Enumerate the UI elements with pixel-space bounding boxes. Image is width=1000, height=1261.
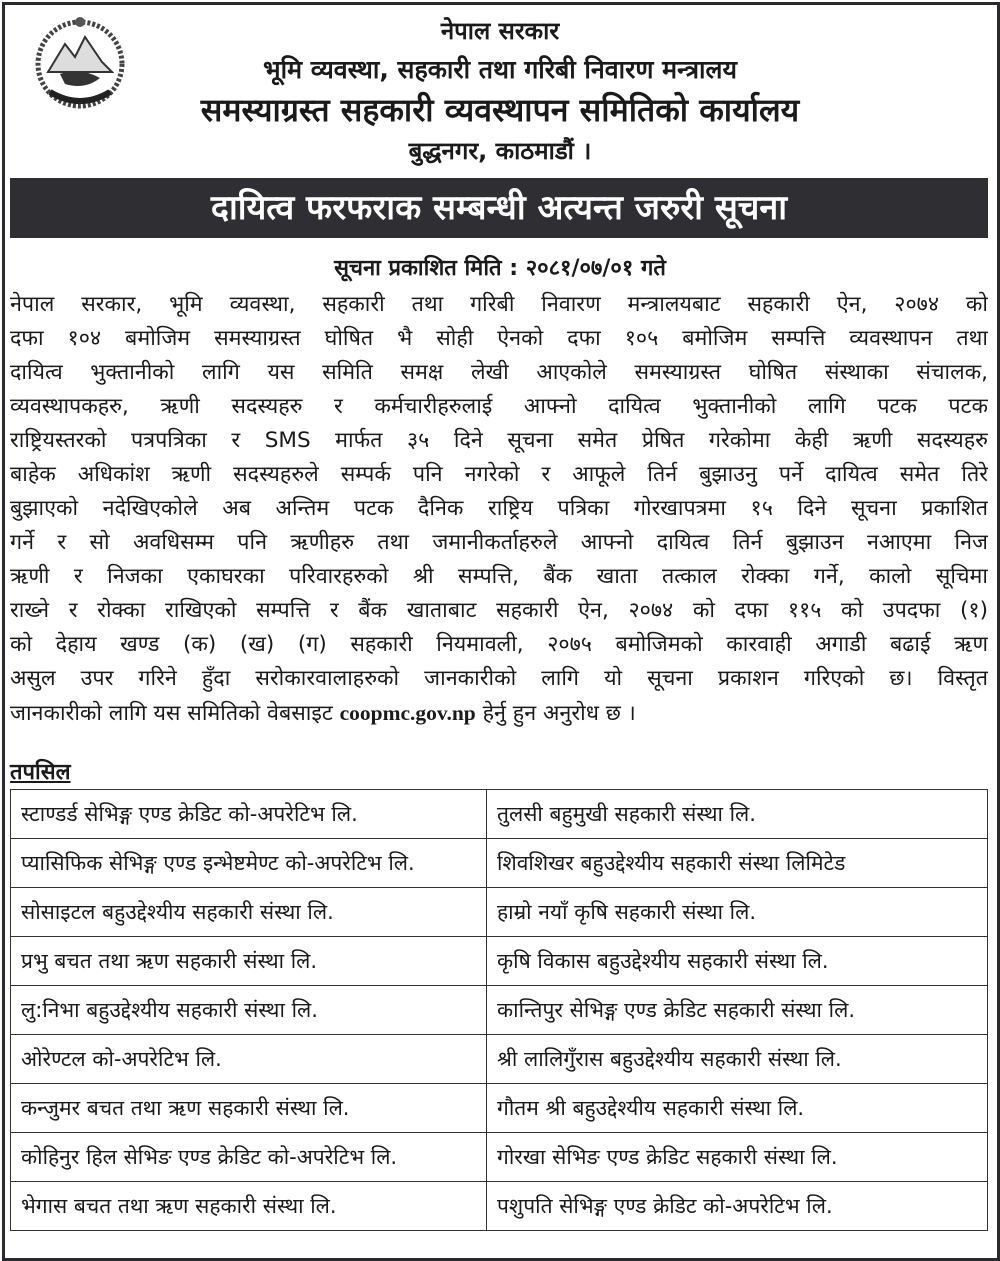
office-name: समस्याग्रस्त सहकारी व्यवस्थापन समितिको कार्यालय: [200, 91, 800, 129]
body-line: बुझाएको नदेखिएकोले अब अन्तिम पटक दैनिक राष्ट्रिय पत्रिका गोरखापत्रमा १५ दिने सूचना प्रकाशित: [10, 496, 988, 521]
cooperative-name: कन्जुमर बचत तथा ऋण सहकारी संस्था लि.: [11, 1084, 487, 1133]
office-address: बुद्धनगर, काठमाडौं ।: [408, 137, 592, 165]
body-line: दफा १०४ बमोजिम समस्याग्रस्त घोषित भै सोही ऐनको दफा १०५ बमोजिम सम्पत्ति व्यवस्थापन तथा: [10, 326, 988, 351]
body-text: हेर्नु हुन अनुरोध छ ।: [482, 701, 636, 726]
cooperative-name: तुलसी बहुमुखी सहकारी संस्था लि.: [487, 790, 988, 839]
table-row: [11, 937, 988, 986]
notice-body: [10, 288, 988, 730]
body-line: असुल उपर गरिने हुँदा सरोकारवालाहरुको जानकारीको लागि यो सूचना प्रकाशन गरिएको छ। विस्तृत: [10, 666, 988, 691]
cooperative-name: गौतम श्री बहुउद्देश्यीय सहकारी संस्था लि.: [487, 1084, 988, 1133]
body-line: गर्ने र सो अवधिसम्म पनि ऋणीहरु तथा जमानीकर्ताहरुले आफ्नो दायित्व तिर्न बुझाउन नआएमा निज: [10, 530, 988, 555]
body-line: दायित्व भुक्तानीको लागि यस समिति समक्ष लेखी आएकोले समस्याग्रस्त घोषित संस्थाका संचालक,: [10, 360, 988, 385]
body-line: बाहेक अधिकांश ऋणी सदस्यहरुले सम्पर्क पनि नगरेको र आफूले तिर्न बुझाउनु पर्ने दायित्व समेत तिरे: [10, 462, 988, 487]
cooperative-name: ओरेण्टल को-अपरेटिभ लि.: [11, 1035, 487, 1084]
body-line: नेपाल सरकार, भूमि व्यवस्था, सहकारी तथा गरिबी निवारण मन्त्रालयबाट सहकारी ऐन, २०७४ को: [10, 292, 988, 317]
table-row: [11, 839, 988, 888]
cooperatives-table: [10, 789, 988, 1231]
cooperative-name: सोसाइटल बहुउद्देश्यीय सहकारी संस्था लि.: [11, 888, 487, 937]
table-row: [11, 1133, 988, 1182]
cooperative-name: कान्तिपुर सेभिङ्ग एण्ड क्रेडिट सहकारी संस्था लि.: [487, 986, 988, 1035]
cooperative-name: स्टाण्डर्ड सेभिङ्ग एण्ड क्रेडिट को-अपरेटिभ लि.: [11, 790, 487, 839]
body-line: [10, 696, 988, 730]
cooperative-name: कोहिनुर हिल सेभिङ एण्ड क्रेडिट को-अपरेटिभ लि.: [11, 1133, 487, 1182]
notice-title: दायित्व फरफराक सम्बन्धी अत्यन्त जरुरी सूचना: [10, 178, 988, 238]
body-line: व्यवस्थापकहरु, ऋणी सदस्यहरु र कर्मचारीहरुलाई आफ्नो दायित्व भुक्तानीको लागि पटक पटक: [10, 394, 988, 419]
cooperative-name: शिवशिखर बहुउद्देश्यीय सहकारी संस्था लिमिटेड: [487, 839, 988, 888]
website-link[interactable]: coopmc.gov.np: [339, 701, 476, 725]
cooperative-name: श्री लालिगुँरास बहुउद्देश्यीय सहकारी संस्था लि.: [487, 1035, 988, 1084]
published-date: सूचना प्रकाशित मिति : २०८१/०७/०१ गते: [334, 256, 666, 281]
body-line: को देहाय खण्ड (क) (ख) (ग) सहकारी नियमावली, २०७५ बमोजिमको कारवाही अगाडी बढाई ऋण: [10, 632, 988, 657]
table-row: [11, 1035, 988, 1084]
table-row: [11, 1084, 988, 1133]
cooperative-name: पशुपति सेभिङ्ग एण्ड क्रेडिट को-अपरेटिभ लि.: [487, 1182, 988, 1231]
body-line: राख्ने र रोक्का राखिएको सम्पत्ति र बैंक खाताबाट सहकारी ऐन, २०७४ को दफा ११५ को उपदफा (१): [10, 598, 988, 623]
cooperative-name: प्रभु बचत तथा ऋण सहकारी संस्था लि.: [11, 937, 487, 986]
table-row: [11, 1182, 988, 1231]
ministry-name: भूमि व्यवस्था, सहकारी तथा गरिबी निवारण मन्त्रालय: [263, 55, 737, 84]
schedule-heading: तपसिल: [10, 760, 71, 785]
cooperative-name: लु:निभा बहुउद्देश्यीय सहकारी संस्था लि.: [11, 986, 487, 1035]
table-row: [11, 888, 988, 937]
table-row: [11, 790, 988, 839]
body-text: जानकारीको लागि यस समितिको वेबसाइट: [10, 701, 333, 726]
cooperative-name: प्यासिफिक सेभिङ्ग एण्ड इन्भेष्टमेण्ट को-अपरेटिभ लि.: [11, 839, 487, 888]
body-line: ऋणी र निजका एकाघरका परिवारहरुको श्री सम्पत्ति, बैंक खाता तत्काल रोक्का गर्ने, कालो सूचिमा: [10, 564, 988, 589]
cooperative-name: भेगास बचत तथा ऋण सहकारी संस्था लि.: [11, 1182, 487, 1231]
body-line: राष्ट्रियस्तरको पत्रपत्रिका र SMS मार्फत ३५ दिने सूचना समेत प्रेषित गरेकोमा केही ऋणी सदस्यहरु: [10, 428, 988, 453]
cooperative-name: गोरखा सेभिङ एण्ड क्रेडिट सहकारी संस्था लि.: [487, 1133, 988, 1182]
cooperative-name: हाम्रो नयाँ कृषि सहकारी संस्था लि.: [487, 888, 988, 937]
cooperative-name: कृषि विकास बहुउद्देश्यीय सहकारी संस्था लि.: [487, 937, 988, 986]
government-name: नेपाल सरकार: [440, 17, 560, 45]
table-row: [11, 986, 988, 1035]
